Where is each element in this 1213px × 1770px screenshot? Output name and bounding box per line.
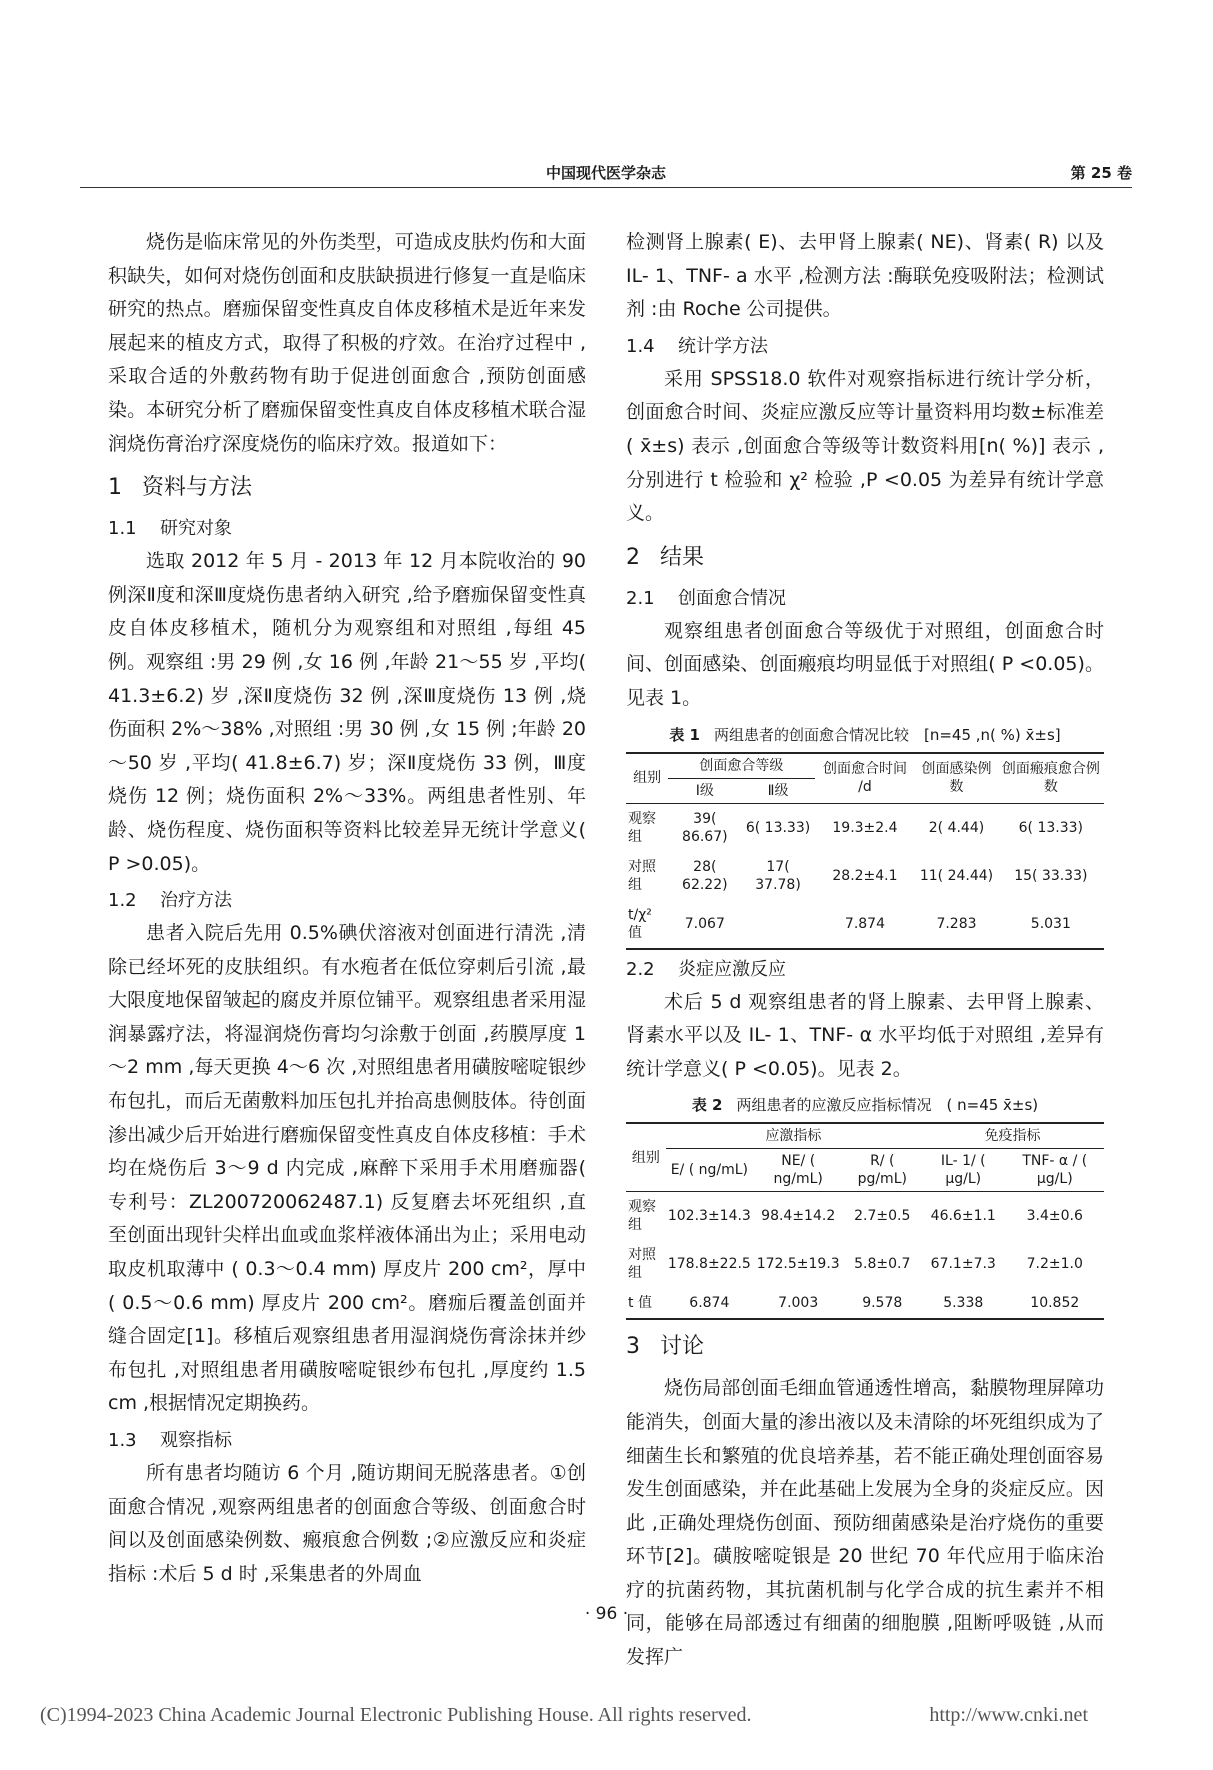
running-header [80, 160, 1132, 184]
subsection-title: 观察指标 [160, 1430, 232, 1451]
table-caption-text: 两组患者的应激反应指标情况 ( n=45 x̄±s) [736, 1096, 1039, 1115]
table-header-cell: 组别 [626, 753, 668, 804]
table-header-cell: 应激指标 [666, 1123, 921, 1149]
table-header-cell: R/ ( pg/mL) [844, 1149, 921, 1192]
paragraph-2-1: 观察组患者创面愈合等级优于对照组，创面愈合时间、创面感染、创面瘢痕均明显低于对照组( P <0.05)。见表 1。 [626, 619, 1104, 709]
subsection-1-4-heading [626, 331, 1104, 363]
table-header-cell: Ⅱ级 [741, 778, 814, 803]
table-row [626, 900, 1104, 949]
section-3-heading [626, 1330, 1104, 1364]
subsection-title: 创面愈合情况 [678, 587, 786, 609]
table-cell: 观察组 [628, 1199, 656, 1234]
table-cell: 2( 4.44) [928, 819, 985, 836]
paragraph-3: 烧伤局部创面毛细血管通透性增高，黏膜物理屏障功能消失，创面大量的渗出液以及未清除的坏死组织成为了细菌生长和繁殖的优良培养基，若不能正确处理创面容易发生创面感染，并在此基础上发展为全身的炎症反应。因此 ,正确处理烧伤创面、预防细菌感染是治疗烧伤的重要环节[2]。磺胺嘧啶银是 20 世纪 70 年代应用于临床治疗的抗菌药物，其抗菌机制与化学合成的抗生素并不相同，能够在局部透过有细菌的细胞膜 ,阻断呼吸链 ,从而发挥广 [626, 1377, 1104, 1669]
table-cell: 7.283 [915, 900, 997, 949]
paragraph-1-3-continued: 检测肾上腺素( E)、去甲肾上腺素( NE)、肾素( R) 以及 IL- 1、TNF- a 水平 ,检测方法 :酶联免疫吸附法；检测试剂 :由 Roche 公司提供。 [626, 231, 1104, 321]
footer-url: http://www.cnki.net [929, 1704, 1088, 1726]
subsection-1-2-heading [108, 885, 586, 917]
table-1 [626, 752, 1104, 950]
table-row [626, 1288, 1104, 1319]
subsection-number: 1.1 [108, 518, 137, 540]
table-cell: 6( 13.33) [1018, 819, 1084, 836]
table-1-caption [626, 724, 1104, 746]
right-column [626, 226, 1104, 1675]
table-header-cell: Ⅰ级 [668, 778, 741, 803]
table-number: 表 1 [669, 725, 700, 744]
section-title: 讨论 [660, 1334, 705, 1360]
table-cell: 对照组 [628, 858, 656, 893]
subsection-title: 统计学方法 [678, 335, 768, 357]
table-2 [626, 1122, 1104, 1320]
subsection-2-1-heading [626, 583, 1104, 615]
table-cell: 5.338 [921, 1288, 1006, 1319]
subsection-number: 2.2 [626, 958, 655, 980]
subsection-1-1-heading [108, 513, 586, 545]
section-2-heading [626, 541, 1104, 575]
table-cell: 15( 33.33) [1014, 867, 1088, 884]
table-2-caption [626, 1094, 1104, 1116]
subsection-title: 炎症应激反应 [678, 958, 786, 980]
table-header-cell: 免疫指标 [921, 1123, 1104, 1149]
table-cell: 观察组 [628, 810, 656, 845]
table-cell: 7.2±1.0 [1026, 1256, 1083, 1273]
subsection-number: 2.1 [626, 587, 655, 609]
table-row [626, 1192, 1104, 1241]
table-cell: 2.7±0.5 [854, 1208, 911, 1225]
table-cell: 178.8±22.5 [667, 1256, 751, 1273]
table-header-cell: E/ ( ng/mL) [666, 1149, 753, 1192]
subsection-number: 1.4 [626, 335, 655, 357]
table-cell [741, 900, 814, 949]
table-header-cell: 创面愈合等级 [668, 753, 814, 779]
table-cell: 28( 62.22) [682, 858, 728, 893]
intro-paragraph: 烧伤是临床常见的外伤类型，可造成皮肤灼伤和大面积缺失，如何对烧伤创面和皮肤缺损进行修复一直是临床研究的热点。磨痂保留变性真皮自体皮移植术是近年来发展起来的植皮方式，取得了积极的疗效。在治疗过程中 ,采取合适的外敷药物有助于促进创面愈合 ,预防创面感染。本研究分析了磨痂保留变性真皮自体皮移植术联合湿润烧伤膏治疗深度烧伤的临床疗效。报道如下： [108, 231, 586, 455]
table-cell: 6.874 [666, 1288, 753, 1319]
table-cell: 7.003 [753, 1288, 844, 1319]
subsection-2-2-heading [626, 954, 1104, 986]
section-number: 1 [108, 475, 122, 501]
table-cell: 7.874 [815, 900, 916, 949]
page-number: · 96 · [584, 1604, 629, 1624]
paragraph-1-4: 采用 SPSS18.0 软件对观察指标进行统计学分析，创面愈合时间、炎症应激反应等计量资料用均数±标准差( x̄±s) 表示 ,创面愈合等级等计数资料用[n( %)] 表示 ,分别进行 t 检验和 χ² 检验 ,P <0.05 为差异有统计学意义。 [626, 367, 1104, 525]
subsection-title: 研究对象 [160, 518, 232, 540]
section-1-heading [108, 471, 586, 505]
table-cell: 9.578 [844, 1288, 921, 1319]
table-cell: 对照组 [628, 1247, 656, 1282]
paragraph-1-2: 患者入院后先用 0.5%碘伏溶液对创面进行清洗 ,清除已经坏死的皮肤组织。有水疱者在低位穿刺后引流 ,最大限度地保留皱起的腐皮并原位铺平。观察组患者采用湿润暴露疗法，将湿润烧伤膏均匀涂敷于创面 ,药膜厚度 1～2 mm ,每天更换 4～6 次 ,对照组患者用磺胺嘧啶银纱布包扎，而后无菌敷料加压包扎并抬高患侧肢体。待创面渗出减少后开始进行磨痂保留变性真皮自体皮移植：手术均在烧伤后 3～9 d 内完成 ,麻醉下采用手术用磨痂器( 专利号：ZL200720062487.1) 反复磨去坏死组织 ,直至创面出现针尖样出血或血浆样液体涌出为止；采用电动取皮机取薄中 ( 0.3～0.4 mm) 厚皮片 200 cm²，厚中 ( 0.5～0.6 mm) 厚皮片 200 cm²。磨痂后覆盖创面并缝合固定[1]。移植后观察组患者用湿润烧伤膏涂抹并纱布包扎 ,对照组患者用磺胺嘧啶银纱布包扎 ,厚度约 1.5 cm ,根据情况定期换药。 [108, 922, 586, 1415]
table-header-cell: 创面愈合时间 /d [815, 753, 916, 804]
section-number: 2 [626, 544, 640, 570]
journal-name: 中国现代医学杂志 [545, 164, 666, 182]
table-row [626, 852, 1104, 900]
table-row [626, 1240, 1104, 1288]
table-cell: 11( 24.44) [919, 867, 994, 884]
paragraph-1-1: 选取 2012 年 5 月 - 2013 年 12 月本院收治的 90 例深Ⅱ度和深Ⅲ度烧伤患者纳入研究 ,给予磨痂保留变性真皮自体皮移植术，随机分为观察组和对照组 ,每组 45 例。观察组 :男 29 例 ,女 16 例 ,年龄 21～55 岁 ,平均( 41.3±6.2) 岁 ,深Ⅱ度烧伤 32 例 ,深Ⅲ度烧伤 13 例 ,烧伤面积 2%～38% ,对照组 :男 30 例 ,女 15 例 ;年龄 20～50 岁 ,平均( 41.8±6.7) 岁；深Ⅱ度烧伤 33 例，Ⅲ度烧伤 12 例；烧伤面积 2%～33%。两组患者性别、年龄、烧伤程度、烧伤面积等资料比较差异无统计学意义( P >0.05)。 [108, 550, 586, 875]
table-cell: 6( 13.33) [745, 819, 811, 836]
table-header-cell: TNF- α / ( μg/L) [1006, 1149, 1104, 1192]
left-column [108, 226, 586, 1591]
table-cell: 17( 37.78) [755, 858, 801, 893]
header-rule [80, 187, 1132, 188]
table-cell: 5.031 [998, 900, 1104, 949]
table-header-cell: NE/ ( ng/mL) [753, 1149, 844, 1192]
table-cell: 172.5±19.3 [756, 1256, 840, 1273]
section-title: 结果 [660, 544, 705, 570]
table-header-cell: 创面瘢痕愈合例数 [998, 753, 1104, 804]
table-cell: 98.4±14.2 [761, 1208, 836, 1225]
table-cell: 5.8±0.7 [854, 1256, 911, 1273]
table-header-cell: 创面感染例数 [915, 753, 997, 804]
subsection-number: 1.3 [108, 1430, 137, 1451]
subsection-number: 1.2 [108, 890, 137, 912]
table-cell: t/χ² 值 [626, 900, 668, 949]
table-cell: 67.1±7.3 [930, 1256, 996, 1273]
table-cell: 3.4±0.6 [1026, 1208, 1083, 1225]
table-number: 表 2 [691, 1096, 723, 1115]
section-title: 资料与方法 [142, 475, 253, 501]
copyright-text: (C)1994-2023 China Academic Journal Electronic Publishing House. All rights reserved. [40, 1704, 752, 1726]
subsection-1-3-heading [108, 1425, 586, 1457]
table-row [626, 803, 1104, 852]
table-cell: 19.3±2.4 [832, 819, 898, 836]
table-cell: 102.3±14.3 [667, 1208, 751, 1225]
table-header-cell: IL- 1/ ( μg/L) [921, 1149, 1006, 1192]
paragraph-1-3: 所有患者均随访 6 个月 ,随访期间无脱落患者。①创面愈合情况 ,观察两组患者的创面愈合等级、创面愈合时间以及创面感染例数、瘢痕愈合例数 ;②应激反应和炎症指标 :术后 5 d 时 ,采集患者的外周血 [108, 1462, 586, 1585]
table-cell: 28.2±4.1 [832, 867, 898, 884]
paragraph-2-2: 术后 5 d 观察组患者的肾上腺素、去甲肾上腺素、肾素水平以及 IL- 1、TNF- α 水平均低于对照组 ,差异有统计学意义( P <0.05)。见表 2。 [626, 990, 1104, 1080]
table-caption-text: 两组患者的创面愈合情况比较 [n=45 ,n( %) x̄±s] [714, 725, 1061, 744]
volume-label: 第 25 卷 [1070, 164, 1132, 182]
table-cell: 46.6±1.1 [930, 1208, 996, 1225]
section-number: 3 [626, 1334, 640, 1360]
copyright-footer [40, 1704, 1190, 1727]
table-header-cell: 组别 [626, 1123, 666, 1192]
subsection-title: 治疗方法 [160, 890, 232, 912]
table-cell: 39( 86.67) [682, 810, 728, 845]
table-cell: 10.852 [1006, 1288, 1104, 1319]
table-cell: t 值 [626, 1288, 666, 1319]
table-cell: 7.067 [668, 900, 741, 949]
